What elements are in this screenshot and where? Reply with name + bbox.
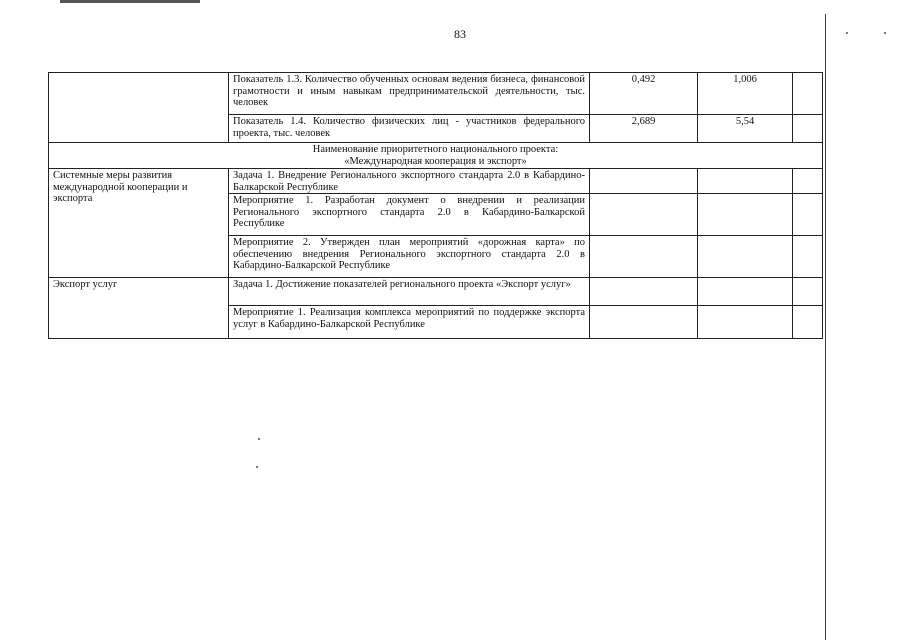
empty-cell bbox=[793, 306, 823, 339]
scan-speck bbox=[884, 32, 886, 34]
empty-cell bbox=[793, 236, 823, 278]
indicator-text: Показатель 1.4. Количество физических лиц - участников федерального проекта, тыс. человек bbox=[229, 115, 590, 143]
empty-cell bbox=[793, 169, 823, 194]
category-cell: Экспорт услуг bbox=[49, 278, 229, 339]
scan-speck bbox=[256, 466, 258, 468]
empty-cell bbox=[698, 278, 793, 306]
task-text: Задача 1. Внедрение Регионального экспортного стандарта 2.0 в Кабардино-Балкарской Республике bbox=[229, 169, 590, 194]
section-header bbox=[49, 143, 823, 169]
table-row bbox=[49, 278, 823, 306]
empty-cell bbox=[590, 194, 698, 236]
scan-speck bbox=[258, 438, 260, 440]
row-label-cell bbox=[49, 73, 229, 143]
table-row bbox=[49, 169, 823, 194]
empty-cell bbox=[698, 169, 793, 194]
section-title-line-1: Наименование приоритетного национального проекта: bbox=[312, 144, 559, 155]
margin-rule bbox=[825, 14, 826, 640]
empty-cell bbox=[590, 236, 698, 278]
measure-text: Мероприятие 2. Утвержден план мероприятий «дорожная карта» по обеспечению внедрения Регионального экспортного стандарта 2.0 в Кабардино-Балкарской Республике bbox=[229, 236, 590, 278]
section-title-line-2: «Международная кооперация и экспорт» bbox=[344, 155, 527, 167]
empty-cell bbox=[590, 306, 698, 339]
empty-cell bbox=[698, 236, 793, 278]
scan-speck bbox=[846, 32, 848, 34]
empty-cell bbox=[793, 73, 823, 115]
empty-cell bbox=[590, 278, 698, 306]
scan-smudge bbox=[60, 0, 200, 3]
indicator-text: Показатель 1.3. Количество обученных основам ведения бизнеса, финансовой грамотности и иным навыкам предпринимательской деятельности, тыс. человек bbox=[229, 73, 590, 115]
category-cell: Системные меры развития международной кооперации и экспорта bbox=[49, 169, 229, 278]
empty-cell bbox=[590, 169, 698, 194]
plan-table bbox=[48, 72, 823, 339]
empty-cell bbox=[793, 278, 823, 306]
table-row bbox=[49, 73, 823, 115]
empty-cell bbox=[698, 306, 793, 339]
task-text: Задача 1. Достижение показателей регионального проекта «Экспорт услуг» bbox=[229, 278, 590, 306]
indicator-value-1: 0,492 bbox=[590, 73, 698, 115]
measure-text: Мероприятие 1. Реализация комплекса мероприятий по поддержке экспорта услуг в Кабардино-Балкарской Республике bbox=[229, 306, 590, 339]
empty-cell bbox=[793, 115, 823, 143]
indicator-value-2: 1,006 bbox=[698, 73, 793, 115]
section-header-row bbox=[49, 143, 823, 169]
measure-text: Мероприятие 1. Разработан документ о внедрении и реализации Регионального экспортного стандарта 2.0 в Кабардино-Балкарской Республике bbox=[229, 194, 590, 236]
empty-cell bbox=[793, 194, 823, 236]
indicator-value-1: 2,689 bbox=[590, 115, 698, 143]
indicator-value-2: 5,54 bbox=[698, 115, 793, 143]
page-number: 83 bbox=[454, 27, 466, 41]
empty-cell bbox=[698, 194, 793, 236]
